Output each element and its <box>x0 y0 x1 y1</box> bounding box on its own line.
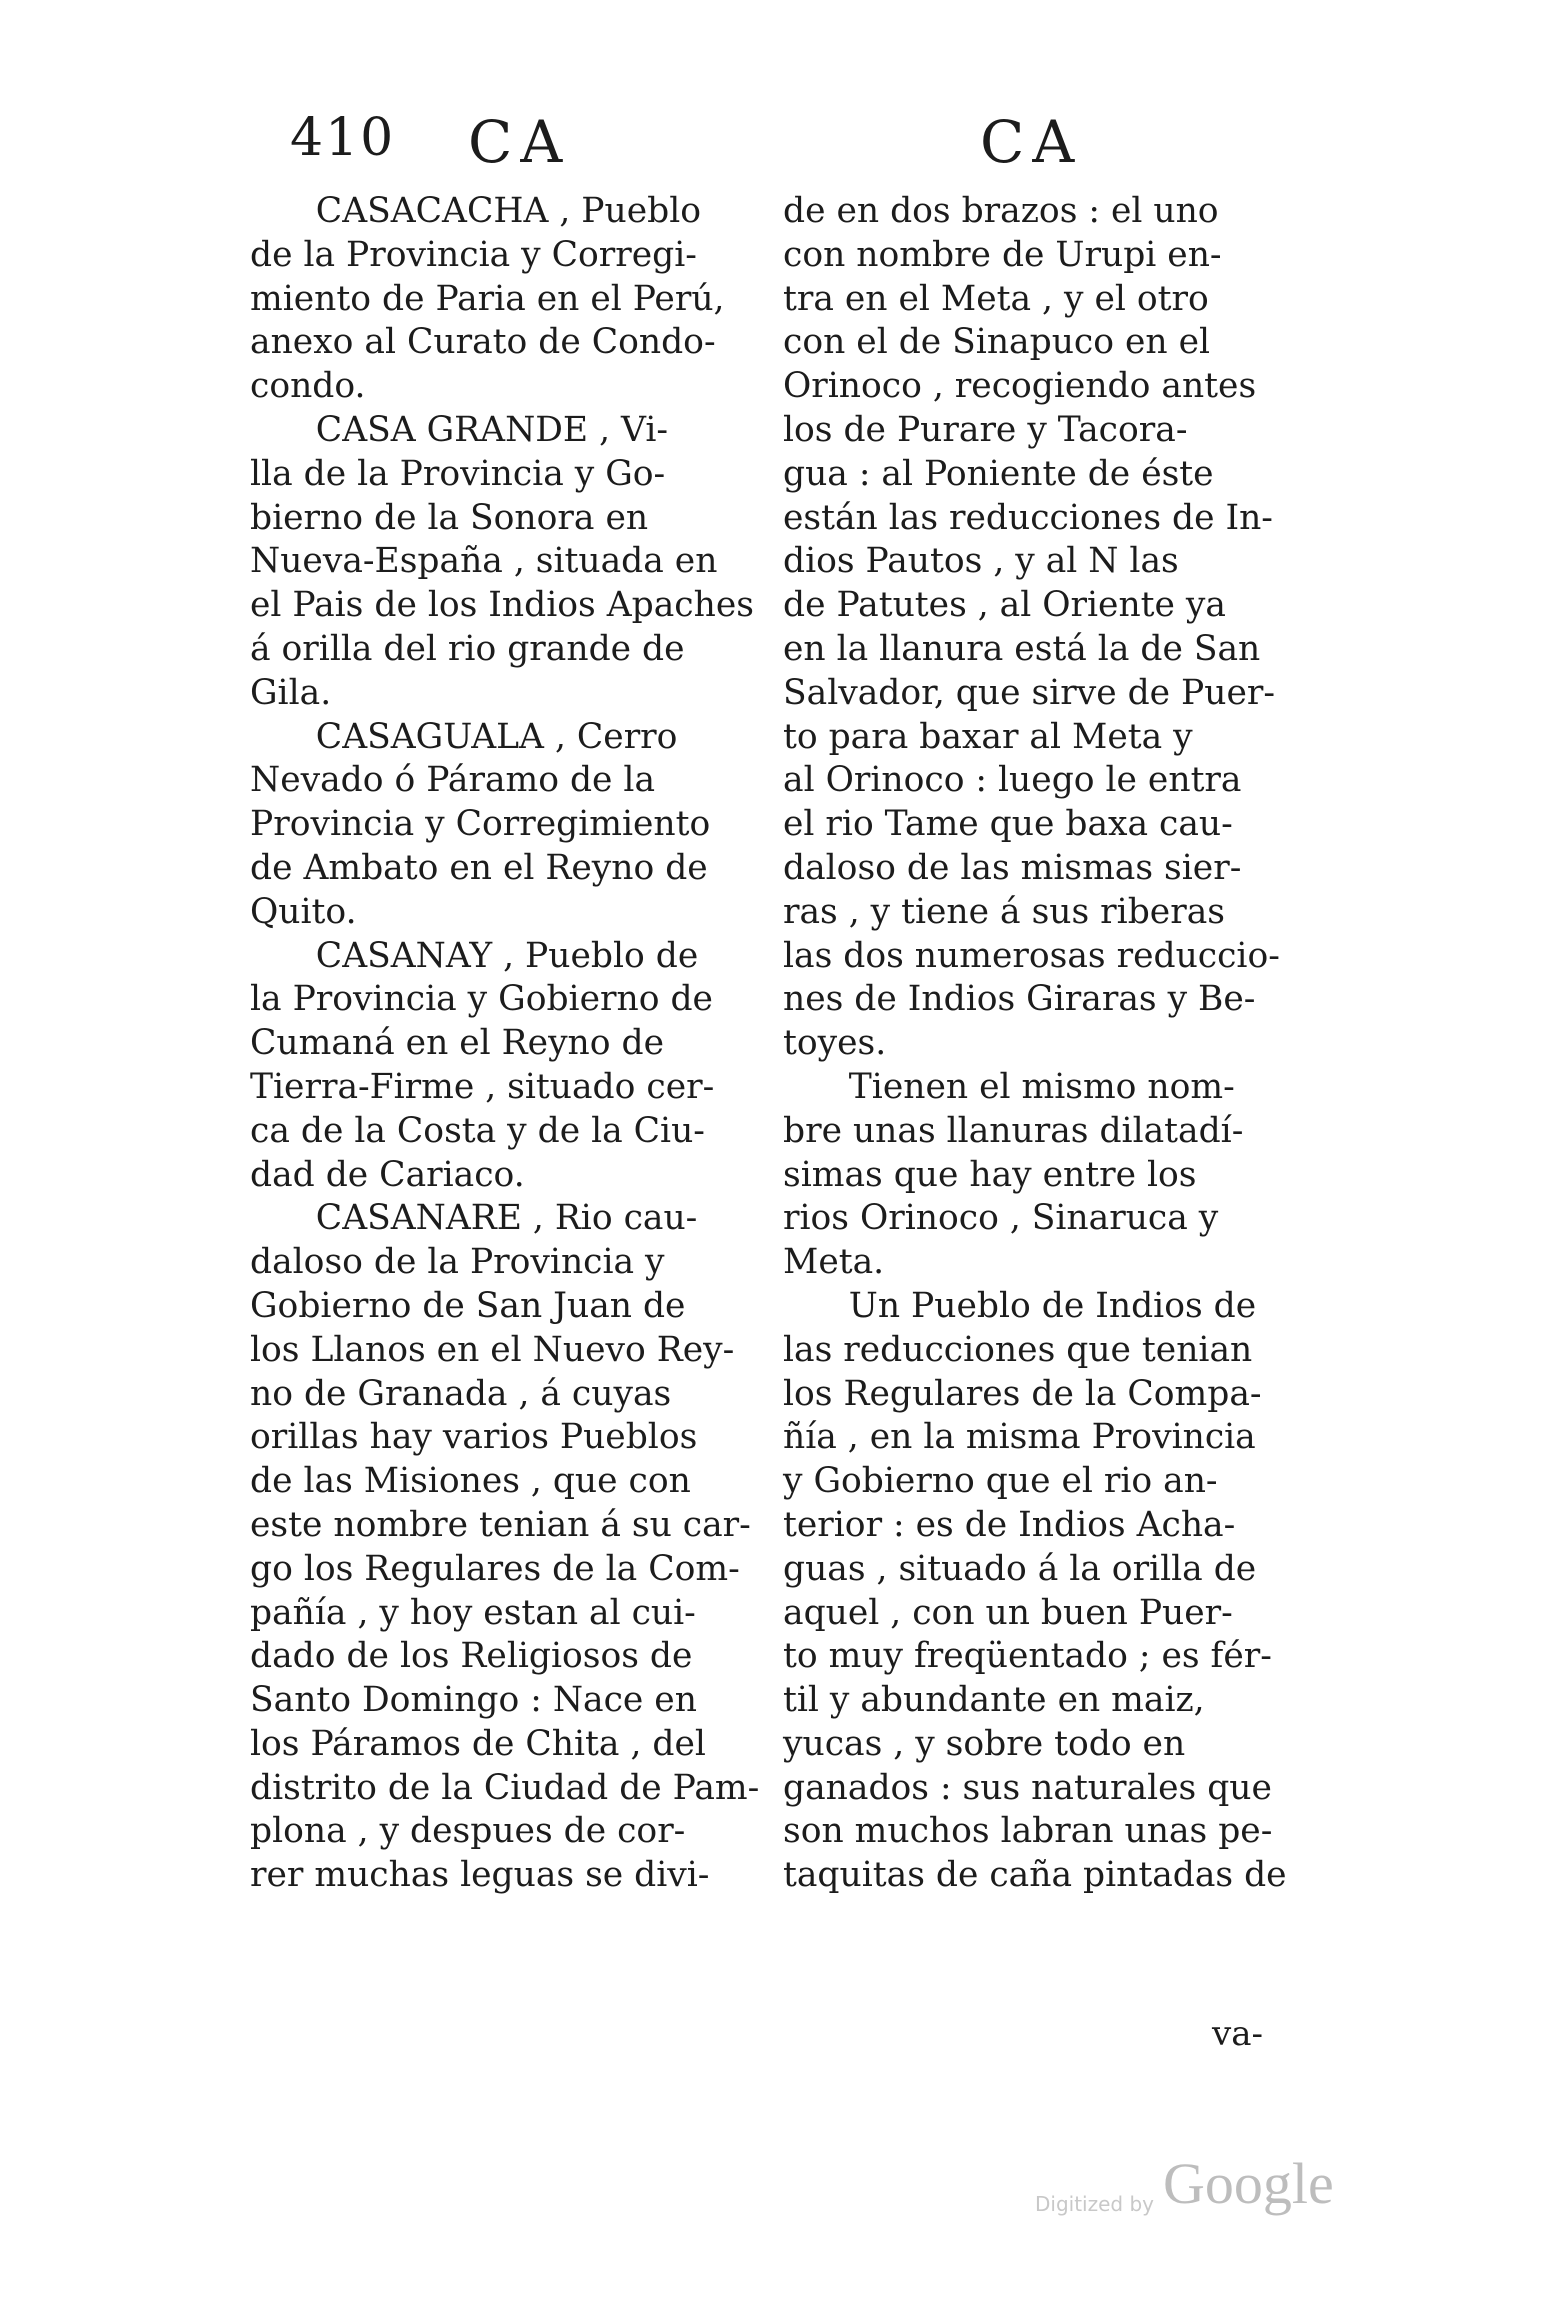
google-logo: Google <box>1163 2151 1334 2216</box>
text-line: til y abundante en maiz, <box>783 1680 1205 1721</box>
text-line: terior : es de Indios Acha- <box>783 1504 1236 1545</box>
text-line: los Páramos de Chita , del <box>250 1723 706 1764</box>
text-line: CASA GRANDE , Vi- <box>250 409 669 450</box>
text-line: to para baxar al Meta y <box>783 716 1193 757</box>
text-line: CASAGUALA , Cerro <box>250 716 678 757</box>
text-line: el rio Tame que baxa cau- <box>783 804 1233 845</box>
text-line: CASACACHA , Pueblo <box>250 191 702 231</box>
text-line: ras , y tiene á sus riberas <box>783 891 1225 932</box>
text-line: bre unas llanuras dilatadí- <box>783 1110 1244 1151</box>
text-line: el Pais de los Indios Apaches <box>250 585 754 626</box>
page-header <box>0 108 1551 188</box>
text-line: Tierra-Firme , situado cer- <box>250 1066 715 1107</box>
text-line: al Orinoco : luego le entra <box>783 760 1242 801</box>
text-line: de en dos brazos : el uno <box>783 191 1219 231</box>
text-line: de Patutes , al Oriente ya <box>783 585 1226 626</box>
text-line: gua : al Poniente de éste <box>783 453 1214 494</box>
text-line: taquitas de caña pintadas de <box>783 1855 1287 1896</box>
text-line: condo. <box>250 366 366 407</box>
text-line: rer muchas leguas se divi- <box>250 1855 710 1896</box>
page-number: 410 <box>290 108 396 168</box>
text-line: plona , y despues de cor- <box>250 1811 686 1852</box>
digitized-by-google-watermark <box>1035 2150 1395 2230</box>
text-line: Quito. <box>250 891 357 932</box>
text-line: las dos numerosas reduccio- <box>783 935 1280 976</box>
left-text-column <box>250 190 760 1898</box>
catchword: va- <box>1212 2014 1263 2054</box>
text-line: no de Granada , á cuyas <box>250 1373 672 1414</box>
text-line: dios Pautos , y al N las <box>783 541 1179 582</box>
text-line: con nombre de Urupi en- <box>783 234 1222 275</box>
text-line: Provincia y Corregimiento <box>250 804 711 845</box>
text-line: bierno de la Sonora en <box>250 497 649 538</box>
text-line: de Ambato en el Reyno de <box>250 847 708 888</box>
text-line: dad de Cariaco. <box>250 1154 525 1195</box>
text-line: y Gobierno que el rio an- <box>783 1461 1218 1502</box>
text-line: son muchos labran unas pe- <box>783 1811 1273 1852</box>
text-line: miento de Paria en el Perú, <box>250 278 725 319</box>
text-line: yucas , y sobre todo en <box>783 1723 1186 1764</box>
text-line: Gobierno de San Juan de <box>250 1285 686 1326</box>
text-line: la Provincia y Gobierno de <box>250 979 713 1020</box>
text-line: daloso de las mismas sier- <box>783 847 1242 888</box>
text-line: Tienen el mismo nom- <box>783 1066 1235 1107</box>
right-running-head: CA <box>980 108 1083 176</box>
text-line: tra en el Meta , y el otro <box>783 278 1209 319</box>
text-line: Salvador, que sirve de Puer- <box>783 672 1276 713</box>
text-line: ca de la Costa y de la Ciu- <box>250 1110 705 1151</box>
text-line: en la llanura está la de San <box>783 628 1261 669</box>
text-line: los Regulares de la Compa- <box>783 1373 1262 1414</box>
text-line: pañía , y hoy estan al cui- <box>250 1592 696 1633</box>
text-line: dado de los Religiosos de <box>250 1636 693 1677</box>
text-line: de la Provincia y Corregi- <box>250 234 697 275</box>
text-line: Nueva-España , situada en <box>250 541 718 582</box>
watermark-prefix: Digitized by <box>1035 2192 1154 2216</box>
text-line: toyes. <box>783 1023 887 1064</box>
text-line: Gila. <box>250 672 332 713</box>
text-line: con el de Sinapuco en el <box>783 322 1211 363</box>
left-running-head: CA <box>468 108 571 176</box>
text-line: to muy freqüentado ; es fér- <box>783 1636 1272 1677</box>
text-line: ganados : sus naturales que <box>783 1767 1272 1808</box>
text-line: orillas hay varios Pueblos <box>250 1417 698 1458</box>
right-text-column <box>783 190 1303 1898</box>
text-line: Meta. <box>783 1242 885 1283</box>
text-line: nes de Indios Giraras y Be- <box>783 979 1256 1020</box>
text-line: Cumaná en el Reyno de <box>250 1023 665 1064</box>
text-line: simas que hay entre los <box>783 1154 1197 1195</box>
text-line: CASANARE , Rio cau- <box>250 1198 698 1239</box>
text-line: CASANAY , Pueblo de <box>250 935 699 976</box>
text-line: lla de la Provincia y Go- <box>250 453 666 494</box>
text-line: están las reducciones de In- <box>783 497 1273 538</box>
text-line: daloso de la Provincia y <box>250 1242 665 1283</box>
text-line: las reducciones que tenian <box>783 1329 1253 1370</box>
text-line: los Llanos en el Nuevo Rey- <box>250 1329 735 1370</box>
text-line: anexo al Curato de Condo- <box>250 322 716 363</box>
text-line: aquel , con un buen Puer- <box>783 1592 1233 1633</box>
text-line: de las Misiones , que con <box>250 1461 691 1502</box>
text-line: distrito de la Ciudad de Pam- <box>250 1767 760 1808</box>
text-line: rios Orinoco , Sinaruca y <box>783 1198 1219 1239</box>
text-line: Santo Domingo : Nace en <box>250 1680 697 1721</box>
text-line: Un Pueblo de Indios de <box>783 1285 1257 1326</box>
text-line: este nombre tenian á su car- <box>250 1504 751 1545</box>
text-line: Nevado ó Páramo de la <box>250 760 656 801</box>
text-line: guas , situado á la orilla de <box>783 1548 1257 1589</box>
text-line: go los Regulares de la Com- <box>250 1548 740 1589</box>
text-line: los de Purare y Tacora- <box>783 409 1188 450</box>
text-line: Orinoco , recogiendo antes <box>783 366 1257 407</box>
text-line: ñía , en la misma Provincia <box>783 1417 1256 1458</box>
text-line: á orilla del rio grande de <box>250 628 685 669</box>
